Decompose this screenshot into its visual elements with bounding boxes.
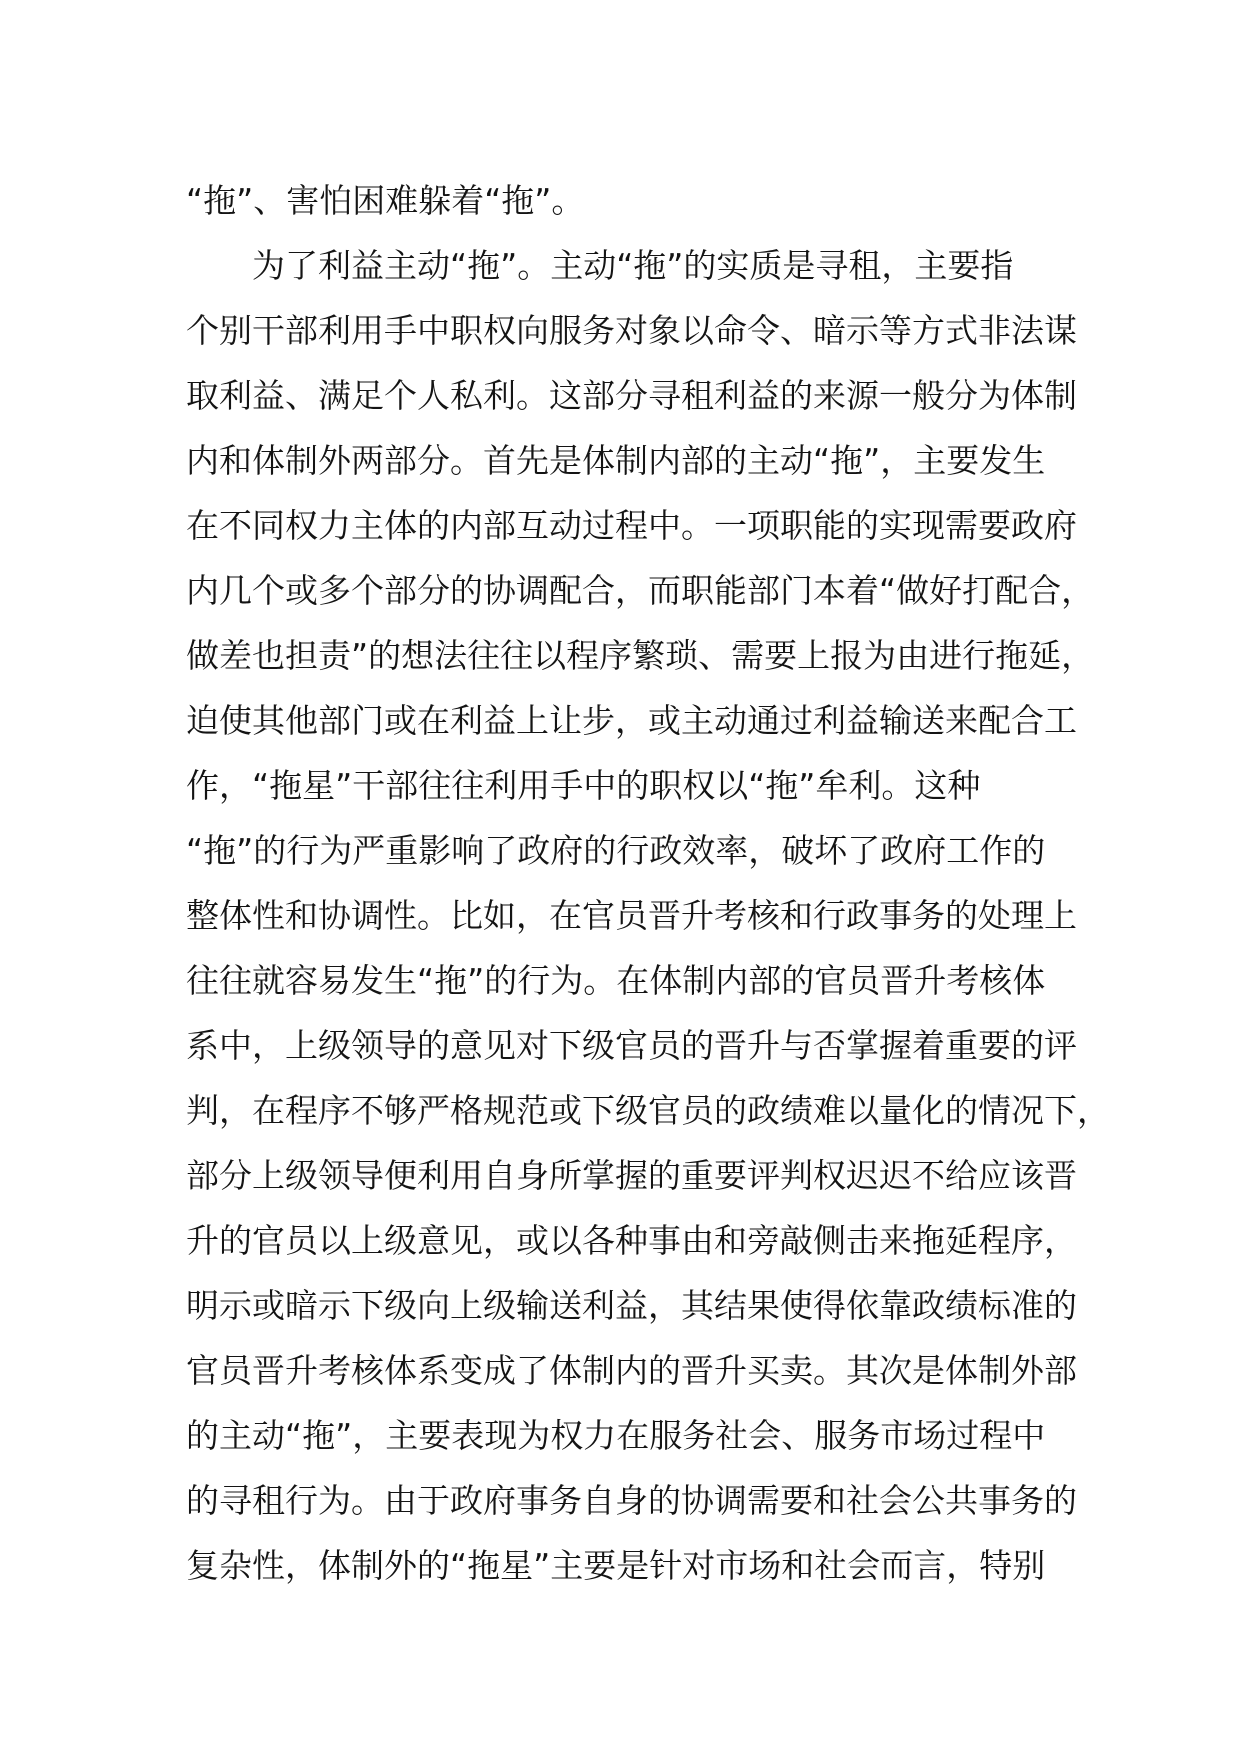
text-line: 做差也担责”的想法往往以程序繁琐、需要上报为由进行拖延， <box>186 636 1095 675</box>
text-line: “拖”、害怕困难躲着“拖”。 <box>186 181 585 220</box>
text-line: “拖”的行为严重影响了政府的行政效率，破坏了政府工作的 <box>186 831 1046 870</box>
text-line: 为了利益主动“拖”。主动“拖”的实质是寻租，主要指 <box>186 246 1014 285</box>
text-line: 升的官员以上级意见，或以各种事由和旁敲侧击来拖延程序， <box>186 1221 1077 1260</box>
text-line: 部分上级领导便利用自身所掌握的重要评判权迟迟不给应该晋 <box>186 1156 1077 1195</box>
text-line: 在不同权力主体的内部互动过程中。一项职能的实现需要政府 <box>186 506 1077 545</box>
text-line: 的主动“拖”，主要表现为权力在服务社会、服务市场过程中 <box>186 1416 1046 1455</box>
text-line: 系中，上级领导的意见对下级官员的晋升与否掌握着重要的评 <box>186 1026 1077 1065</box>
text-line: 的寻租行为。由于政府事务自身的协调需要和社会公共事务的 <box>186 1481 1077 1520</box>
text-line: 迫使其他部门或在利益上让步，或主动通过利益输送来配合工 <box>186 701 1077 740</box>
text-line: 内和体制外两部分。首先是体制内部的主动“拖”，主要发生 <box>186 441 1046 480</box>
text-line: 整体性和协调性。比如，在官员晋升考核和行政事务的处理上 <box>186 896 1077 935</box>
text-line: 复杂性，体制外的“拖星”主要是针对市场和社会而言，特别 <box>186 1546 1046 1585</box>
text-line: 明示或暗示下级向上级输送利益，其结果使得依靠政绩标准的 <box>186 1286 1077 1325</box>
text-line: 作，“拖星”干部往往利用手中的职权以“拖”牟利。这种 <box>186 766 981 805</box>
text-line: 往往就容易发生“拖”的行为。在体制内部的官员晋升考核体 <box>186 961 1046 1000</box>
text-line: 取利益、满足个人私利。这部分寻租利益的来源一般分为体制 <box>186 376 1077 415</box>
text-line: 内几个或多个部分的协调配合，而职能部门本着“做好打配合， <box>186 571 1095 610</box>
text-line: 判，在程序不够严格规范或下级官员的政绩难以量化的情况下， <box>186 1091 1110 1130</box>
body-text <box>186 168 1110 1598</box>
text-line: 个别干部利用手中职权向服务对象以命令、暗示等方式非法谋 <box>186 311 1077 350</box>
text-line: 官员晋升考核体系变成了体制内的晋升买卖。其次是体制外部 <box>186 1351 1077 1390</box>
